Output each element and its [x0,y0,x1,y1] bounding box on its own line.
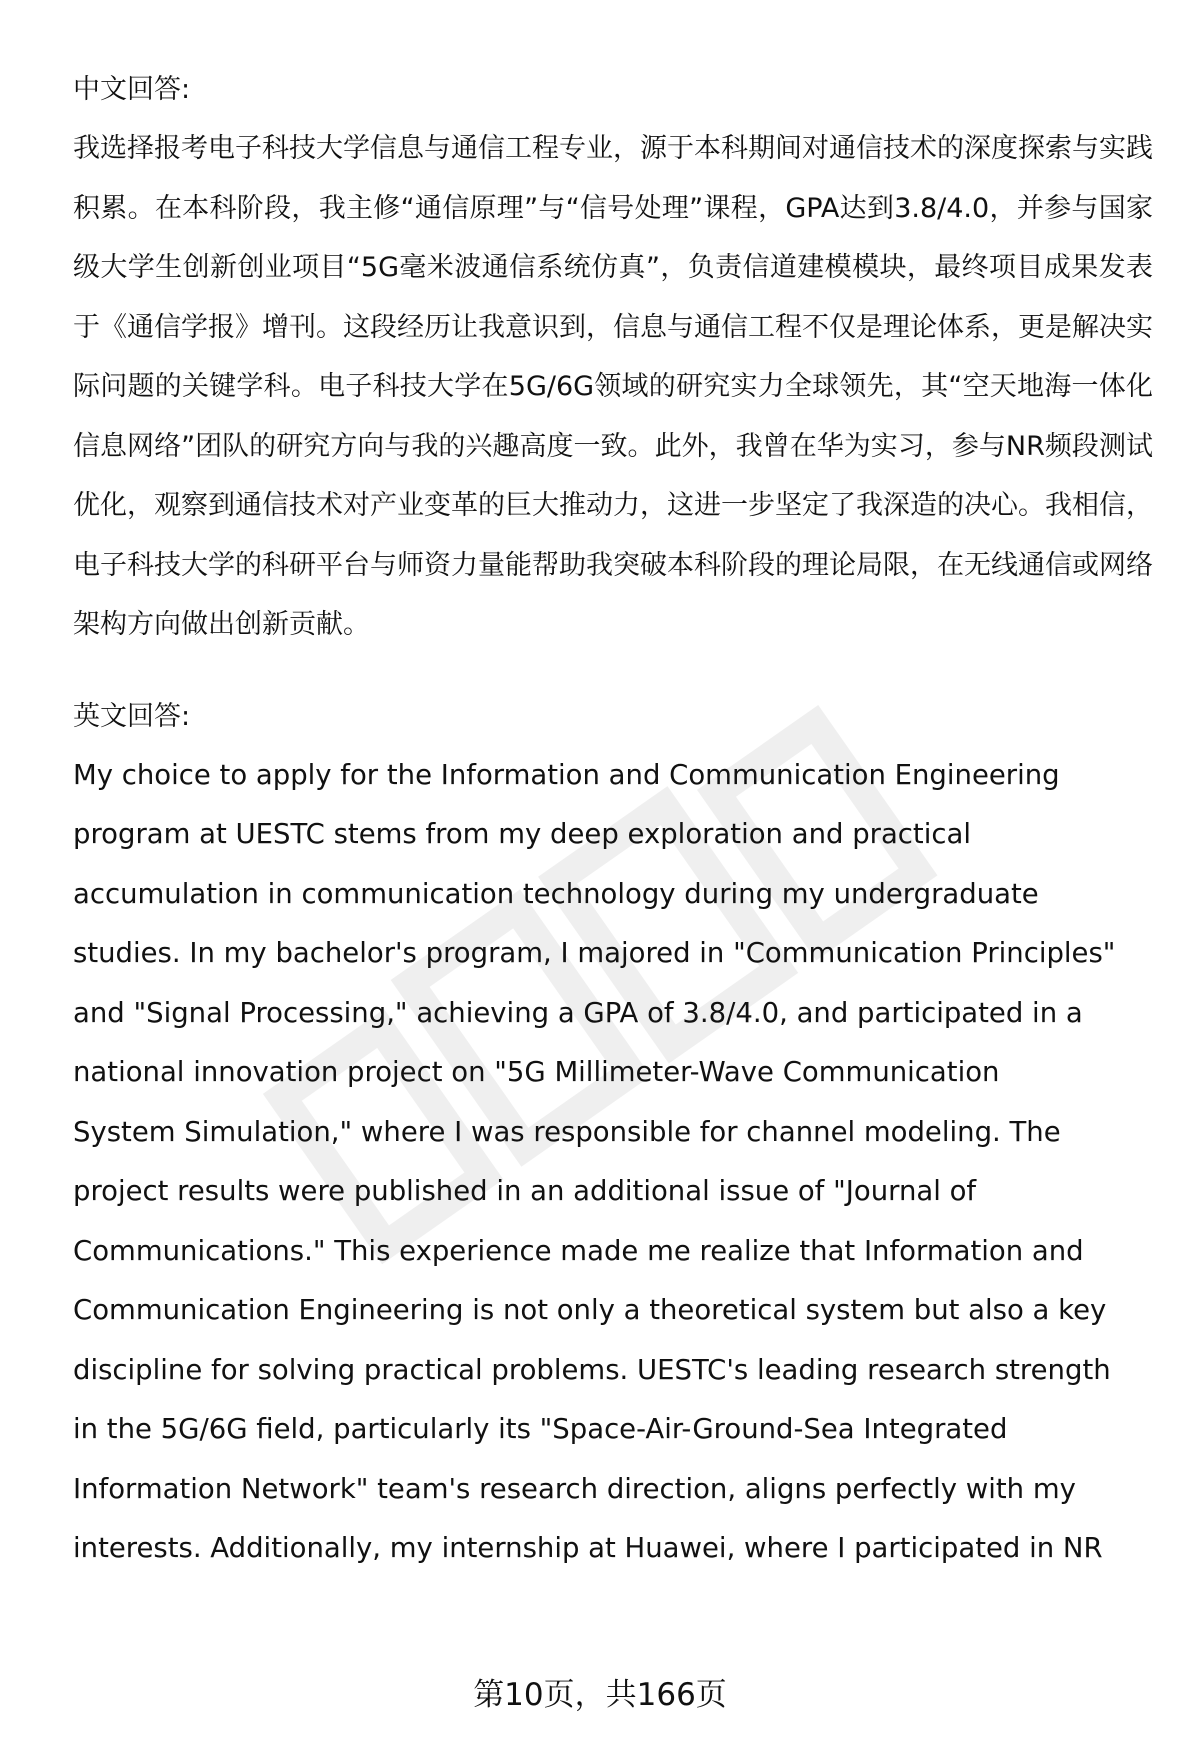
en-line: program at UESTC stems from my deep exploration and practical [73,818,971,850]
en-line: My choice to apply for the Information and Communication Engineering [73,758,1060,791]
en-line: Information Network" team's research direction, aligns perfectly with my [73,1472,1076,1505]
zh-answer-paragraph: 我选择报考电子科技大学信息与通信工程专业，源于本科期间对通信技术的深度探索与实践积累。在本科阶段，我主修“通信原理”与“信号处理”课程，GPA达到3.8/4.0，并参与国家级大学生创新创业项目“5G毫米波通信系统仿真”，负责信道建模模块，最终项目成果发表于《通信学报》增刊。这段经历让我意识到，信息与通信工程不仅是理论体系，更是解决实际问题的关键学科。电子科技大学在5G/6G领域的研究实力全球领先，其“空天地海一体化信息网络”团队的研究方向与我的兴趣高度一致。此外，我曾在华为实习，参与NR频段测试优化，观察到通信技术对产业变革的巨大推动力，这进一步坚定了我深造的决心。我相信，电子科技大学的科研平台与师资力量能帮助我突破本科阶段的理论局限，在无线通信或网络架构方向做出创新贡献。 [73,133,1153,640]
en-line: and "Signal Processing," achieving a GPA of 3.8/4.0, and participated in a [73,996,1083,1029]
en-line: national innovation project on "5G Millimeter-Wave Communication [73,1056,1000,1088]
section-gap [73,655,1153,687]
en-line: in the 5G/6G field, particularly its "Space-Air-Ground-Sea Integrated [73,1413,1008,1445]
en-line: accumulation in communication technology during my undergraduate [73,877,1039,910]
en-line: discipline for solving practical problems. UESTC's leading research strength [73,1353,1111,1386]
zh-section-label: 中文回答: [73,74,191,105]
en-line: project results were published in an additional issue of "Journal of [73,1175,977,1207]
page-footer: 第10页，共166页 [473,1677,727,1713]
en-line: System Simulation," where I was responsible for channel modeling. The [73,1115,1061,1148]
en-answer-paragraph [73,746,1153,1579]
en-line: Communications." This experience made me realize that Information and [73,1234,1084,1267]
document-content [73,60,1153,1579]
en-section-label: 英文回答: [73,700,191,732]
en-line: interests. Additionally, my internship at Huawei, where I participated in NR [73,1532,1103,1564]
en-line: Communication Engineering is not only a theoretical system but also a key [73,1294,1107,1326]
en-line: studies. In my bachelor's program, I majored in "Communication Principles" [73,937,1116,969]
